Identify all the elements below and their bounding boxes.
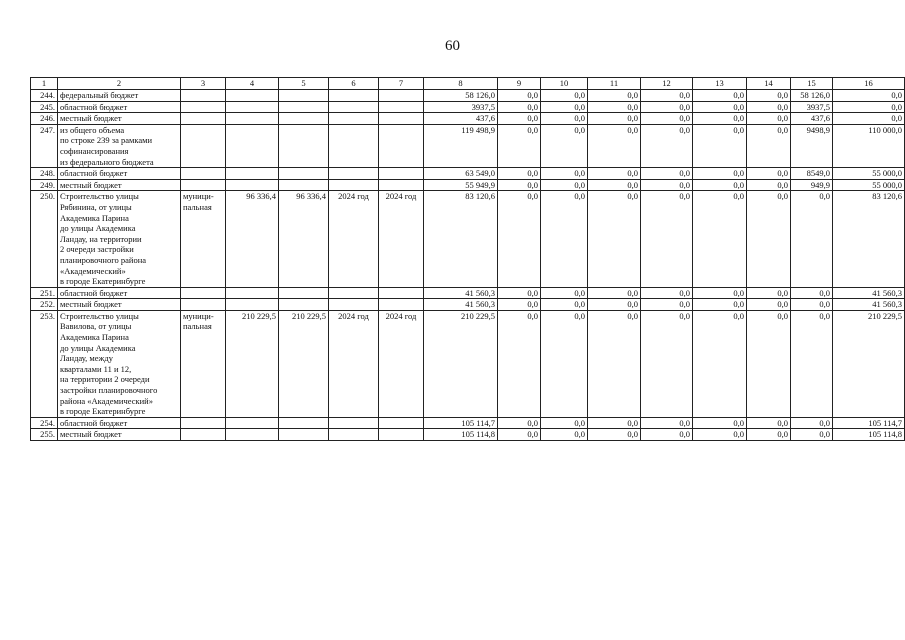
table-cell: 0,0 [588, 287, 641, 299]
table-cell [329, 113, 379, 125]
table-cell: 41 560,3 [424, 287, 498, 299]
table-cell: 0,0 [498, 124, 541, 167]
table-cell [226, 124, 279, 167]
table-cell [181, 299, 226, 311]
table-cell: 0,0 [641, 191, 693, 287]
table-cell: 0,0 [541, 417, 588, 429]
row-description: областной бюджет [58, 417, 181, 429]
table-cell: 0,0 [791, 310, 833, 417]
table-cell [279, 124, 329, 167]
table-cell [181, 168, 226, 180]
table-cell: 0,0 [498, 191, 541, 287]
table-cell: 105 114,7 [833, 417, 905, 429]
table-cell [379, 90, 424, 102]
row-description: Строительство улицы Вавилова, от улицы Академика Парина до улицы Академика Ландау, между кварталами 11 и 12, на территории 2 очереди застройки планировочного района «Академический» в городе Екатеринбурге [58, 310, 181, 417]
table-cell: 0,0 [541, 287, 588, 299]
column-header: 12 [641, 78, 693, 90]
table-cell: 0,0 [541, 299, 588, 311]
table-cell [226, 287, 279, 299]
table-cell [226, 299, 279, 311]
table-cell [329, 429, 379, 441]
table-cell: 0,0 [693, 90, 747, 102]
table-row [31, 310, 905, 417]
table-cell [329, 124, 379, 167]
table-cell: 0,0 [693, 179, 747, 191]
table-cell: 0,0 [833, 90, 905, 102]
table-cell [279, 299, 329, 311]
table-cell: 0,0 [693, 101, 747, 113]
table-cell: 949,9 [791, 179, 833, 191]
table-cell [181, 90, 226, 102]
table-cell: 0,0 [747, 113, 791, 125]
table-cell [226, 179, 279, 191]
column-header: 16 [833, 78, 905, 90]
column-header: 8 [424, 78, 498, 90]
table-cell [379, 299, 424, 311]
table-cell: 0,0 [541, 179, 588, 191]
table-cell: 41 560,3 [833, 299, 905, 311]
table-cell: 0,0 [693, 124, 747, 167]
table-cell: 0,0 [588, 417, 641, 429]
table-cell: 0,0 [641, 101, 693, 113]
table-cell: 83 120,6 [833, 191, 905, 287]
table-cell: 0,0 [541, 124, 588, 167]
table-cell: 0,0 [588, 90, 641, 102]
table-cell: 210 229,5 [424, 310, 498, 417]
table-cell [181, 113, 226, 125]
table-cell: 0,0 [791, 287, 833, 299]
table-cell: 55 949,9 [424, 179, 498, 191]
row-number: 252. [31, 299, 58, 311]
table-cell: 0,0 [693, 287, 747, 299]
table-cell [379, 113, 424, 125]
table-cell [279, 101, 329, 113]
table-cell: 0,0 [641, 124, 693, 167]
row-number: 244. [31, 90, 58, 102]
table-cell [379, 429, 424, 441]
column-header: 7 [379, 78, 424, 90]
table-cell: 0,0 [693, 417, 747, 429]
table-cell: 119 498,9 [424, 124, 498, 167]
table-cell [279, 417, 329, 429]
column-header: 2 [58, 78, 181, 90]
table-cell: 2024 год [329, 191, 379, 287]
table-header-row [31, 78, 905, 90]
table-cell: 0,0 [641, 310, 693, 417]
table-cell: 0,0 [747, 168, 791, 180]
table-cell: 0,0 [498, 287, 541, 299]
table-cell [329, 90, 379, 102]
table-cell [226, 90, 279, 102]
column-header: 4 [226, 78, 279, 90]
table-cell: 55 000,0 [833, 179, 905, 191]
table-cell: 0,0 [791, 417, 833, 429]
row-description: областной бюджет [58, 287, 181, 299]
table-cell: 58 126,0 [424, 90, 498, 102]
table-cell [279, 90, 329, 102]
table-cell: 0,0 [641, 168, 693, 180]
table-row [31, 299, 905, 311]
table-cell: 105 114,7 [424, 417, 498, 429]
table-cell: 2024 год [379, 191, 424, 287]
table-cell: 0,0 [833, 113, 905, 125]
row-number: 245. [31, 101, 58, 113]
page-number: 60 [445, 38, 460, 54]
table-cell: 210 229,5 [833, 310, 905, 417]
table-cell [181, 124, 226, 167]
table-cell: 0,0 [588, 310, 641, 417]
table-cell [279, 429, 329, 441]
table-cell: 0,0 [588, 168, 641, 180]
table-cell: 0,0 [588, 113, 641, 125]
row-description: местный бюджет [58, 429, 181, 441]
table-cell: 0,0 [693, 299, 747, 311]
table-cell: 105 114,8 [833, 429, 905, 441]
table-cell [226, 113, 279, 125]
row-description: федеральный бюджет [58, 90, 181, 102]
table-cell: 105 114,8 [424, 429, 498, 441]
table-cell: 0,0 [641, 287, 693, 299]
table-cell: 0,0 [498, 429, 541, 441]
row-number: 250. [31, 191, 58, 287]
column-header: 3 [181, 78, 226, 90]
table-cell: 0,0 [641, 429, 693, 441]
column-header: 9 [498, 78, 541, 90]
table-cell: 0,0 [747, 417, 791, 429]
table-cell: 0,0 [498, 113, 541, 125]
table-cell: 0,0 [747, 299, 791, 311]
table-cell [279, 179, 329, 191]
table-cell: 0,0 [747, 124, 791, 167]
table-cell: 0,0 [747, 287, 791, 299]
table-cell: 0,0 [588, 101, 641, 113]
table-cell: 0,0 [747, 90, 791, 102]
column-header: 15 [791, 78, 833, 90]
table-cell: 110 000,0 [833, 124, 905, 167]
table-row [31, 179, 905, 191]
row-number: 254. [31, 417, 58, 429]
table-cell [279, 113, 329, 125]
table-cell: 0,0 [641, 113, 693, 125]
table-cell: 0,0 [641, 417, 693, 429]
table-cell [181, 179, 226, 191]
table-cell: 0,0 [541, 90, 588, 102]
table-cell: 0,0 [498, 168, 541, 180]
table-cell [279, 168, 329, 180]
table-cell [329, 179, 379, 191]
table-cell [226, 101, 279, 113]
table-cell: 0,0 [641, 179, 693, 191]
table-cell: 58 126,0 [791, 90, 833, 102]
table-cell: 437,6 [791, 113, 833, 125]
table-cell: 0,0 [498, 299, 541, 311]
table-cell: 3937,5 [424, 101, 498, 113]
column-header: 14 [747, 78, 791, 90]
row-number: 251. [31, 287, 58, 299]
table-cell: 0,0 [588, 429, 641, 441]
table-cell: 0,0 [747, 310, 791, 417]
table-cell: 0,0 [791, 299, 833, 311]
column-header: 6 [329, 78, 379, 90]
table-cell: 0,0 [693, 113, 747, 125]
budget-table [30, 77, 905, 441]
table-cell: 83 120,6 [424, 191, 498, 287]
table-cell: 0,0 [541, 113, 588, 125]
table-cell: 96 336,4 [226, 191, 279, 287]
table-row [31, 90, 905, 102]
table-cell: 63 549,0 [424, 168, 498, 180]
table-cell: 0,0 [541, 101, 588, 113]
table-cell: 0,0 [747, 179, 791, 191]
table-cell [379, 168, 424, 180]
table-cell: 3937,5 [791, 101, 833, 113]
table-row [31, 287, 905, 299]
table-cell: 0,0 [747, 429, 791, 441]
column-header: 5 [279, 78, 329, 90]
column-header: 10 [541, 78, 588, 90]
table-cell: 0,0 [747, 191, 791, 287]
table-cell: 8549,0 [791, 168, 833, 180]
table-cell: 9498,9 [791, 124, 833, 167]
row-number: 247. [31, 124, 58, 167]
table-cell: 0,0 [588, 179, 641, 191]
row-description: из общего объема по строке 239 за рамками софинансирования из федерального бюджета [58, 124, 181, 167]
table-cell: 0,0 [541, 310, 588, 417]
table-cell: 0,0 [693, 191, 747, 287]
row-description: местный бюджет [58, 113, 181, 125]
table-cell: 0,0 [498, 417, 541, 429]
table-row [31, 113, 905, 125]
table-cell [181, 417, 226, 429]
table-cell: 2024 год [329, 310, 379, 417]
table-cell: 0,0 [693, 168, 747, 180]
table-cell: 0,0 [498, 310, 541, 417]
row-number: 246. [31, 113, 58, 125]
row-number: 249. [31, 179, 58, 191]
column-header: 13 [693, 78, 747, 90]
table-cell: 210 229,5 [226, 310, 279, 417]
table-cell: 0,0 [791, 429, 833, 441]
table-cell: 0,0 [641, 299, 693, 311]
table-cell: 0,0 [541, 168, 588, 180]
table-cell [379, 179, 424, 191]
table-cell: 210 229,5 [279, 310, 329, 417]
table-row [31, 124, 905, 167]
table-row [31, 191, 905, 287]
table-cell [226, 429, 279, 441]
table-cell [181, 101, 226, 113]
table-cell: 0,0 [498, 101, 541, 113]
row-description: областной бюджет [58, 168, 181, 180]
table-cell: муници- пальная [181, 310, 226, 417]
table-cell: 0,0 [588, 299, 641, 311]
table-cell: 41 560,3 [833, 287, 905, 299]
row-number: 255. [31, 429, 58, 441]
table-row [31, 168, 905, 180]
table-cell: муници- пальная [181, 191, 226, 287]
table-cell [181, 287, 226, 299]
table-cell: 0,0 [747, 101, 791, 113]
table-cell [329, 417, 379, 429]
table-cell: 0,0 [693, 429, 747, 441]
row-number: 253. [31, 310, 58, 417]
row-description: Строительство улицы Рябинина, от улицы Академика Парина до улицы Академика Ландау, на территории 2 очереди застройки планировочного района «Академический» в городе Екатеринбурге [58, 191, 181, 287]
table-cell: 0,0 [541, 429, 588, 441]
row-description: областной бюджет [58, 101, 181, 113]
table-cell [181, 429, 226, 441]
column-header: 11 [588, 78, 641, 90]
table-cell [329, 168, 379, 180]
table-cell: 0,0 [588, 124, 641, 167]
table-row [31, 429, 905, 441]
table-cell: 41 560,3 [424, 299, 498, 311]
table-cell [279, 287, 329, 299]
table-row [31, 417, 905, 429]
table-cell [379, 124, 424, 167]
table-cell [379, 101, 424, 113]
table-cell: 2024 год [379, 310, 424, 417]
table-cell: 55 000,0 [833, 168, 905, 180]
row-number: 248. [31, 168, 58, 180]
table-row [31, 101, 905, 113]
table-cell [329, 287, 379, 299]
table-cell [379, 417, 424, 429]
table-cell: 0,0 [641, 90, 693, 102]
table-cell [329, 299, 379, 311]
table-cell [329, 101, 379, 113]
table-cell: 0,0 [693, 310, 747, 417]
table-cell [226, 168, 279, 180]
table-cell: 0,0 [498, 179, 541, 191]
row-description: местный бюджет [58, 299, 181, 311]
row-description: местный бюджет [58, 179, 181, 191]
table-cell: 0,0 [498, 90, 541, 102]
table-cell: 0,0 [588, 191, 641, 287]
table-cell: 96 336,4 [279, 191, 329, 287]
table-cell: 437,6 [424, 113, 498, 125]
table-cell: 0,0 [541, 191, 588, 287]
table-cell [226, 417, 279, 429]
table-cell [379, 287, 424, 299]
table-cell: 0,0 [791, 191, 833, 287]
column-header: 1 [31, 78, 58, 90]
table-cell: 0,0 [833, 101, 905, 113]
